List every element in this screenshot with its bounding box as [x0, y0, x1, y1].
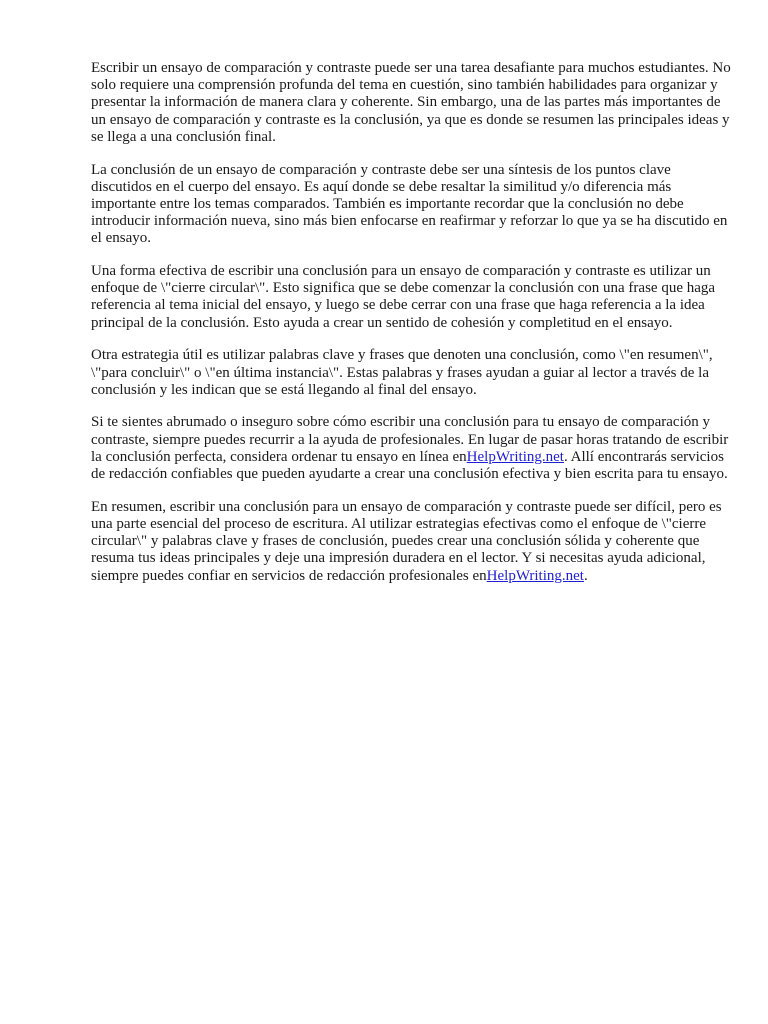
helpwriting-link[interactable]: HelpWriting.net: [466, 448, 564, 465]
paragraph-conclusion-synthesis: La conclusión de un ensayo de comparación y contraste debe ser una síntesis de los puntos clave discutidos en el cuerpo del ensayo. Es aquí donde se debe resaltar la similitud y/o diferencia más importante entre los temas comparados. También es importante recordar que la conclusión no debe introducir información nueva, sino más bien enfocarse en reafirmar y reforzar lo que ya se ha discutido en el ensayo.: [91, 161, 728, 247]
document-body: [91, 60, 731, 600]
paragraph-text: .: [583, 567, 588, 584]
paragraph-text: Si te sientes abrumado o inseguro sobre cómo escribir una conclusión para tu ensayo de comparación y contraste, siempre puedes recurrir a la ayuda de profesionales. En lugar de pasar horas tratando de escribir la conclusión perfecta, considera ordenar tu ensayo en línea en: [91, 414, 729, 465]
paragraph-text: . Allí encontrarás servicios de redacción confiables que pueden ayudarte a crear una conclusión efectiva y bien escrita para tu ensayo.: [91, 448, 728, 483]
paragraph-keywords: Otra estrategia útil es utilizar palabras clave y frases que denoten una conclusión, como \"en resumen\", \"para concluir\" o \"en última instancia\". Estas palabras y frases ayudan a guiar al lector a través de la conclusión y les indican que se está llegando al final del ensayo.: [91, 347, 713, 398]
paragraph-text: En resumen, escribir una conclusión para un ensayo de comparación y contraste puede ser difícil, pero es una parte esencial del proceso de escritura. Al utilizar estrategias efectivas como el enfoque de \"cierre circular\" y palabras clave y frases de conclusión, puedes crear una conclusión sólida y coherente que resuma tus ideas principales y deje una impresión duradera en el lector. Y si necesitas ayuda adicional, siempre puedes confiar en servicios de redacción profesionales en: [91, 498, 722, 584]
paragraph-summary: [91, 499, 731, 585]
paragraph-circular-closure: Una forma efectiva de escribir una conclusión para un ensayo de comparación y contraste es utilizar un enfoque de \"cierre circular\". Esto significa que se debe comenzar la conclusión con una frase que haga referencia al tema inicial del ensayo, y luego se debe cerrar con una frase que haga referencia a la idea principal de la conclusión. Esto ayuda a crear un sentido de cohesión y completitud en el ensayo.: [91, 263, 716, 331]
paragraph-professional-help: [91, 414, 731, 483]
paragraph-intro: Escribir un ensayo de comparación y contraste puede ser una tarea desafiante para muchos estudiantes. No solo requiere una comprensión profunda del tema en cuestión, sino también habilidades para organizar y presentar la información de manera clara y coherente. Sin embargo, una de las partes más importantes de un ensayo de comparación y contraste es la conclusión, ya que es donde se resumen las principales ideas y se llega a una conclusión final.: [91, 60, 731, 145]
helpwriting-link[interactable]: HelpWriting.net: [486, 567, 584, 584]
